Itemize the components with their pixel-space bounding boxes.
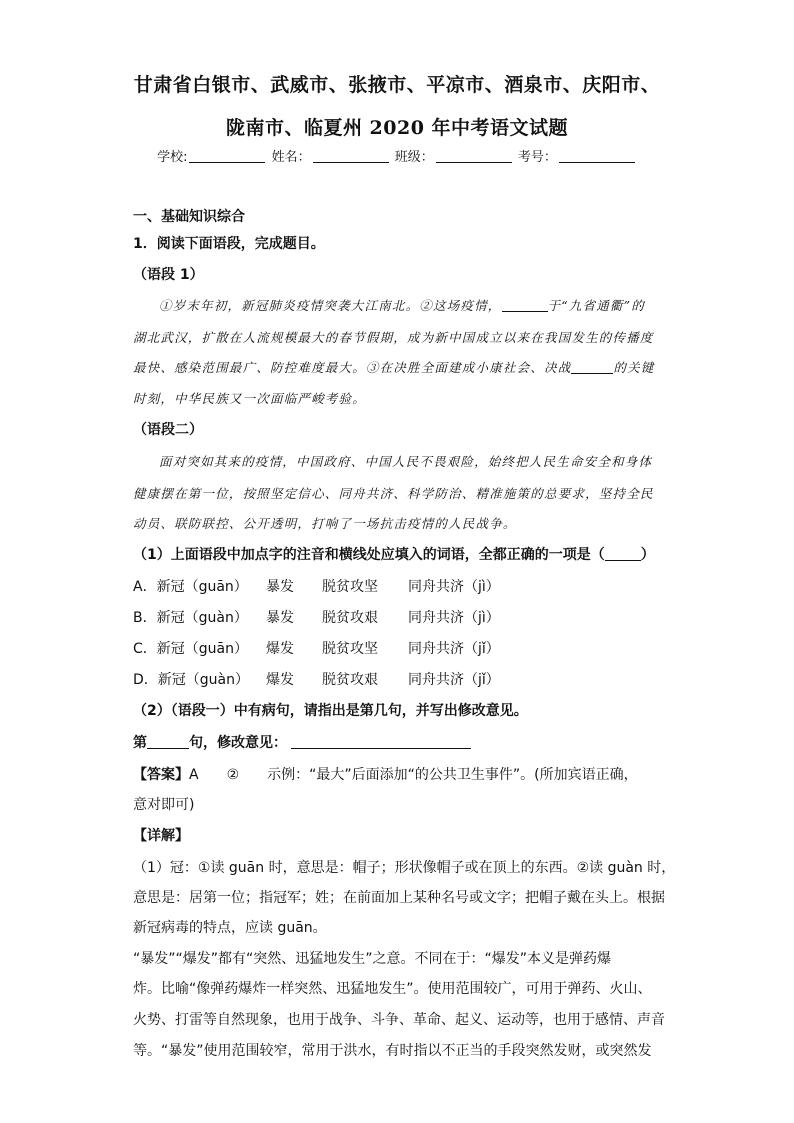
detail-line-5: 炸。比喻“像弹药爆炸一样突然、迅猛地发生”。使用范围较广，可用于弹药、火山、: [133, 981, 652, 997]
detail-line-6: 火势、打雷等自然现象，也用于战争、斗争、革命、起义、运动等，也用于感情、声音: [133, 1012, 665, 1028]
passage-1-text-3b: 的关键: [613, 360, 655, 375]
option-c-word-3: 同舟共济（jǐ）: [408, 641, 500, 657]
sub-question-1-close: ）: [640, 547, 655, 563]
option-d-reading: D．新冠（guàn）: [133, 672, 249, 688]
option-b-word-3: 同舟共济（jì）: [408, 610, 500, 626]
option-c-word-1: 爆发: [266, 641, 294, 657]
passage-2-label: （语段二）: [133, 422, 203, 438]
passage-1-text-1a: ①岁末年初，新冠肺炎疫情突袭大江南北。②这场疫情，: [159, 298, 502, 313]
option-c-word-2: 脱贫攻坚: [322, 641, 378, 657]
exam-number-label: 考号：: [517, 150, 557, 165]
detail-line-1: （1）冠：①读 guān 时，意思是：帽子；形状像帽子或在顶上的东西。②读 guàn 时，: [133, 860, 676, 876]
detail-line-2: 意思是：居第一位；指冠军；姓；在前面加上某种名号或文字；把帽子戴在头上。根据: [133, 890, 665, 906]
sub-question-2-fill-a: 第: [133, 735, 147, 751]
answer-tag: 【答案】: [133, 767, 189, 783]
choice-blank[interactable]: [605, 546, 641, 561]
option-b-word-1: 暴发: [266, 610, 294, 626]
option-a-reading: A．新冠（guān）: [133, 579, 248, 595]
detail-line-3: 新冠病毒的特点，应读 guān。: [133, 920, 327, 936]
section-heading: 一、基础知识综合: [133, 209, 245, 225]
exam-number-blank[interactable]: [559, 148, 635, 163]
passage-1-line-1: [159, 296, 699, 316]
answer-line-1: [133, 765, 673, 785]
option-a-word-2: 脱贫攻坚: [322, 579, 378, 595]
sub-question-2-fill: [133, 733, 673, 753]
revision-blank[interactable]: [291, 734, 471, 749]
option-a-word-1: 暴发: [266, 579, 294, 595]
blank-1[interactable]: [502, 297, 548, 312]
question-1-stem: 1．阅读下面语段，完成题目。: [133, 236, 325, 252]
sub-question-2-stem: （2）（语段一）中有病句，请指出是第几句，并写出修改意见。: [133, 703, 528, 719]
answer-line-2: 意对即可): [133, 797, 195, 813]
option-d-word-2: 脱贫攻艰: [322, 672, 378, 688]
class-blank[interactable]: [436, 148, 512, 163]
sub-question-1-stem: （1）上面语段中加点字的注音和横线处应填入的词语，全都正确的一项是（: [133, 547, 605, 563]
passage-1-line-3: [133, 358, 673, 378]
passage-1-text-1b: 于“九省通衢”的: [547, 298, 645, 313]
passage-1-line-2: 湖北武汉，扩散在人流规模最大的春节假期，成为新中国成立以来在我国发生的传播度: [133, 330, 654, 345]
school-label: 学校:: [157, 150, 188, 165]
exam-title-line-1: 甘肃省白银市、武威市、张掖市、平凉市、酒泉市、庆阳市、: [133, 74, 661, 96]
passage-1-line-4: 时刻，中华民族又一次面临严峻考验。: [133, 391, 366, 406]
option-d-word-1: 爆发: [266, 672, 294, 688]
option-b-reading: B．新冠（guàn）: [133, 610, 248, 626]
passage-2-line-2: 健康摆在第一位，按照坚定信心、同舟共济、科学防治、精准施策的总要求，坚持全民: [133, 486, 654, 501]
option-b[interactable]: [133, 608, 673, 628]
blank-2[interactable]: [571, 359, 613, 374]
option-c[interactable]: [133, 639, 673, 659]
option-a-word-3: 同舟共济（jì）: [408, 579, 500, 595]
option-b-word-2: 脱贫攻艰: [322, 610, 378, 626]
option-d-word-3: 同舟共济（jǐ）: [408, 672, 500, 688]
passage-1-label: （语段 1）: [133, 267, 204, 283]
sub-question-1: [133, 545, 673, 565]
class-label: 班级：: [394, 150, 434, 165]
passage-2-line-3: 动员、联防联控、公开透明，打响了一场抗击疫情的人民战争。: [133, 516, 517, 531]
name-blank[interactable]: [313, 148, 389, 163]
student-info-row: [0, 146, 794, 165]
sentence-number-blank[interactable]: [147, 734, 189, 749]
school-blank[interactable]: [189, 148, 265, 163]
passage-2-line-1: 面对突如其来的疫情，中国政府、中国人民不畏艰险，始终把人民生命安全和身体: [159, 454, 653, 469]
passage-1-text-3a: 最快、感染范围最广、防控难度最大。③在决胜全面建成小康社会、决战: [133, 360, 572, 375]
exam-title-line-2: 陇南市、临夏州 2020 年中考语文试题: [225, 117, 569, 139]
option-a[interactable]: [133, 577, 673, 597]
detail-line-4: “暴发”“爆发”都有“突然、迅猛地发生”之意。不同在于：“爆发”本义是弹药爆: [133, 951, 612, 967]
detail-line-7: 等。“暴发”使用范围较窄，常用于洪水，有时指以不正当的手段突然发财，或突然发: [133, 1043, 652, 1059]
option-d[interactable]: [133, 670, 673, 690]
answer-text-1: A ② 示例：“最大”后面添加“的公共卫生事件”。(所加宾语正确，: [189, 767, 638, 783]
option-c-reading: C．新冠（guān）: [133, 641, 248, 657]
detail-tag: 【详解】: [133, 828, 189, 844]
name-label: 姓名：: [271, 150, 311, 165]
sub-question-2-fill-b: 句，修改意见：: [189, 735, 287, 751]
